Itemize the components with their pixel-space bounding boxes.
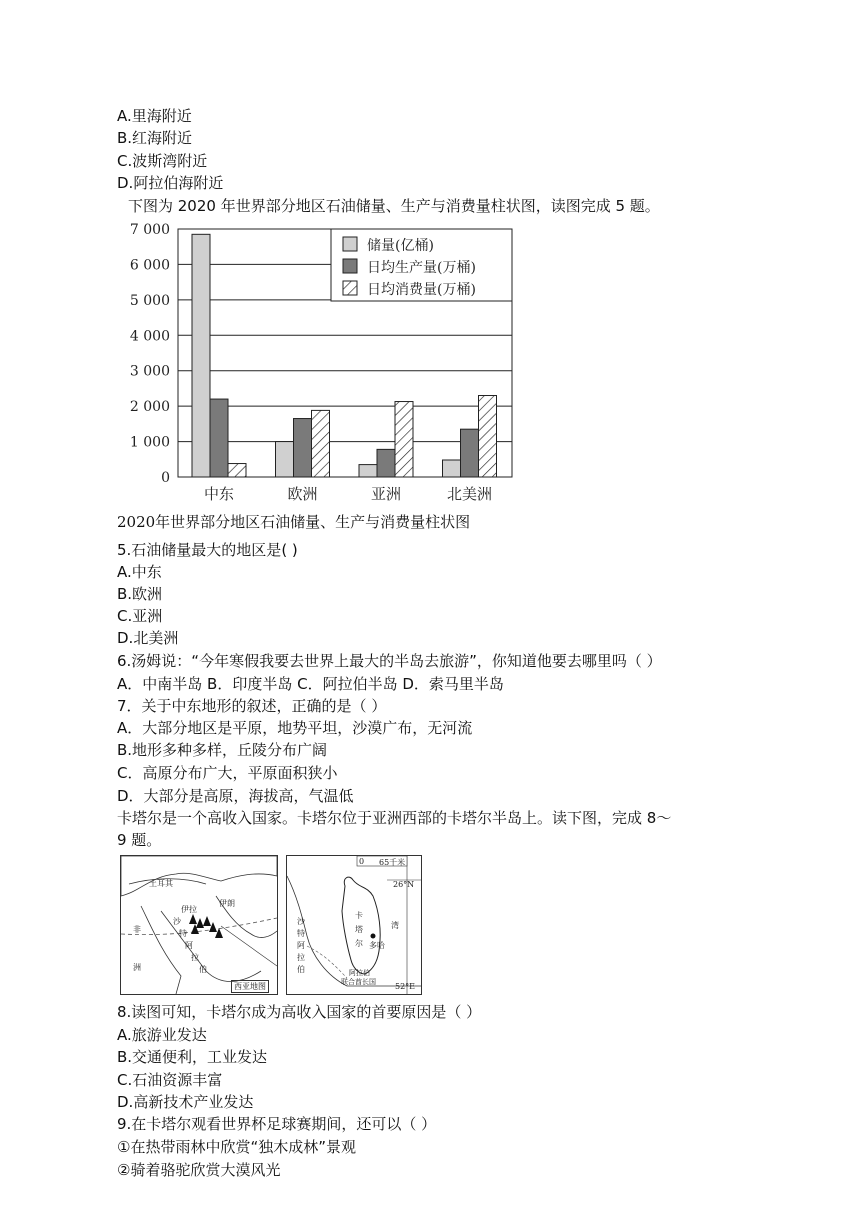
- x-tick-label: 北美洲: [446, 485, 493, 503]
- q7-option-a: A．大部分地区是平原，地势平坦，沙漠广布，无河流: [117, 719, 473, 737]
- qatar-intro-line2: 9 题。: [117, 831, 162, 849]
- q5-option-b: B.欧洲: [117, 585, 163, 603]
- q5-option-d: D.北美洲: [117, 629, 179, 647]
- q8-option-b: B.交通便利，工业发达: [117, 1048, 268, 1066]
- west-asia-map: [120, 855, 278, 995]
- label-arab: 阿拉伯: [349, 969, 370, 977]
- y-tick-label: 7 000: [129, 222, 170, 238]
- label-ta: 塔: [355, 925, 363, 934]
- q8-stem: 8.读图可知，卡塔尔成为高收入国家的首要原因是（ ）: [117, 1003, 482, 1021]
- bar: [276, 442, 294, 477]
- x-tick-label: 欧洲: [287, 485, 318, 503]
- legend-swatch: [343, 237, 357, 251]
- label-sha: 沙: [297, 917, 305, 926]
- label-bo: 伯: [297, 965, 305, 974]
- q7-stem: 7．关于中东地形的叙述，正确的是（ ）: [117, 697, 387, 715]
- legend-swatch: [343, 259, 357, 273]
- q7-option-b: B.地形多种多样，丘陵分布广阔: [117, 741, 328, 759]
- label-la: 拉: [191, 953, 199, 962]
- bar: [228, 464, 246, 477]
- label-uae: 联合酋长国: [341, 978, 376, 986]
- q9-option-1: ①在热带雨林中欣赏“独木成林”景观: [117, 1138, 356, 1156]
- x-tick-label: 中东: [203, 485, 235, 503]
- scale-zero: 0: [359, 857, 365, 866]
- y-tick-label: 5 000: [129, 292, 170, 309]
- q9-stem: 9.在卡塔尔观看世界杯足球赛期间，还可以（ ）: [117, 1115, 437, 1133]
- q7-option-c: C．高原分布广大，平原面积狭小: [117, 764, 338, 782]
- legend-label: 储量(亿桶): [367, 238, 434, 254]
- q6-stem: 6.汤姆说：“今年寒假我要去世界上最大的半岛去旅游”，你知道他要去哪里吗（ ）: [117, 652, 662, 670]
- label-te: 特: [179, 929, 187, 938]
- label-ka: 卡: [355, 911, 363, 920]
- label-te: 特: [297, 929, 305, 938]
- bar: [312, 410, 330, 477]
- label-iran: 伊朗: [219, 899, 235, 908]
- y-tick-label: 1 000: [129, 434, 170, 451]
- chart-caption: 2020年世界部分地区石油储量、生产与消费量柱状图: [117, 513, 471, 531]
- bar: [359, 465, 377, 477]
- label-sha: 沙: [173, 917, 181, 926]
- bar: [210, 399, 228, 477]
- q5-stem: 5.石油储量最大的地区是( ): [117, 541, 298, 559]
- label-er: 尔: [355, 939, 363, 948]
- qatar-map: [286, 855, 422, 995]
- latitude-26n: 26°N: [393, 880, 415, 889]
- y-tick-label: 6 000: [129, 257, 170, 274]
- y-tick-label: 0: [161, 470, 170, 486]
- map-figure: [120, 855, 740, 995]
- label-la: 拉: [297, 953, 305, 962]
- legend-label: 日均消费量(万桶): [367, 282, 476, 298]
- q9-option-2: ②骑着骆驼欣赏大漠风光: [117, 1161, 281, 1179]
- label-fei: 非: [133, 925, 141, 934]
- label-turkey: 土耳其: [149, 879, 173, 888]
- map-title-west-asia: 西亚地图: [231, 980, 269, 993]
- scale-65km: 65千米: [379, 858, 406, 867]
- bar: [377, 449, 395, 477]
- longitude-52e: 52°E: [395, 982, 416, 991]
- label-a: 阿: [297, 941, 305, 950]
- q8-option-c: C.石油资源丰富: [117, 1071, 223, 1089]
- y-tick-label: 2 000: [129, 399, 170, 416]
- label-zhou: 洲: [133, 963, 141, 972]
- option-c: C.波斯湾附近: [117, 152, 208, 170]
- y-tick-label: 3 000: [129, 363, 170, 380]
- q8-option-d: D.高新技术产业发达: [117, 1093, 254, 1111]
- bar: [461, 429, 479, 477]
- y-tick-label: 4 000: [129, 328, 170, 345]
- option-b: B.红海附近: [117, 129, 193, 147]
- legend-label: 日均生产量(万桶): [367, 260, 476, 276]
- q6-options: A．中南半岛 B．印度半岛 C．阿拉伯半岛 D．索马里半岛: [117, 675, 504, 693]
- oil-bar-chart: [117, 218, 537, 508]
- label-gulf: 湾: [391, 921, 399, 930]
- label-bo: 伯: [199, 965, 207, 974]
- q5-option-c: C.亚洲: [117, 607, 163, 625]
- legend-swatch: [343, 281, 357, 295]
- bar: [192, 234, 210, 477]
- label-iraq: 伊拉: [181, 905, 197, 914]
- q7-option-d: D．大部分是高原，海拔高，气温低: [117, 787, 354, 805]
- bar: [395, 402, 413, 477]
- qatar-intro-line1: 卡塔尔是一个高收入国家。卡塔尔位于亚洲西部的卡塔尔半岛上。读下图，完成 8～: [117, 809, 672, 827]
- label-a: 阿: [185, 941, 193, 950]
- bar: [294, 419, 312, 477]
- x-tick-label: 亚洲: [370, 485, 402, 503]
- bar: [443, 460, 461, 477]
- label-doha: 多哈: [369, 941, 385, 950]
- chart-intro: 下图为 2020 年世界部分地区石油储量、生产与消费量柱状图，读图完成 5 题。: [128, 197, 660, 215]
- q5-option-a: A.中东: [117, 563, 162, 581]
- q8-option-a: A.旅游业发达: [117, 1026, 207, 1044]
- bar: [479, 396, 497, 477]
- option-a: A.里海附近: [117, 107, 192, 125]
- option-d: D.阿拉伯海附近: [117, 174, 224, 192]
